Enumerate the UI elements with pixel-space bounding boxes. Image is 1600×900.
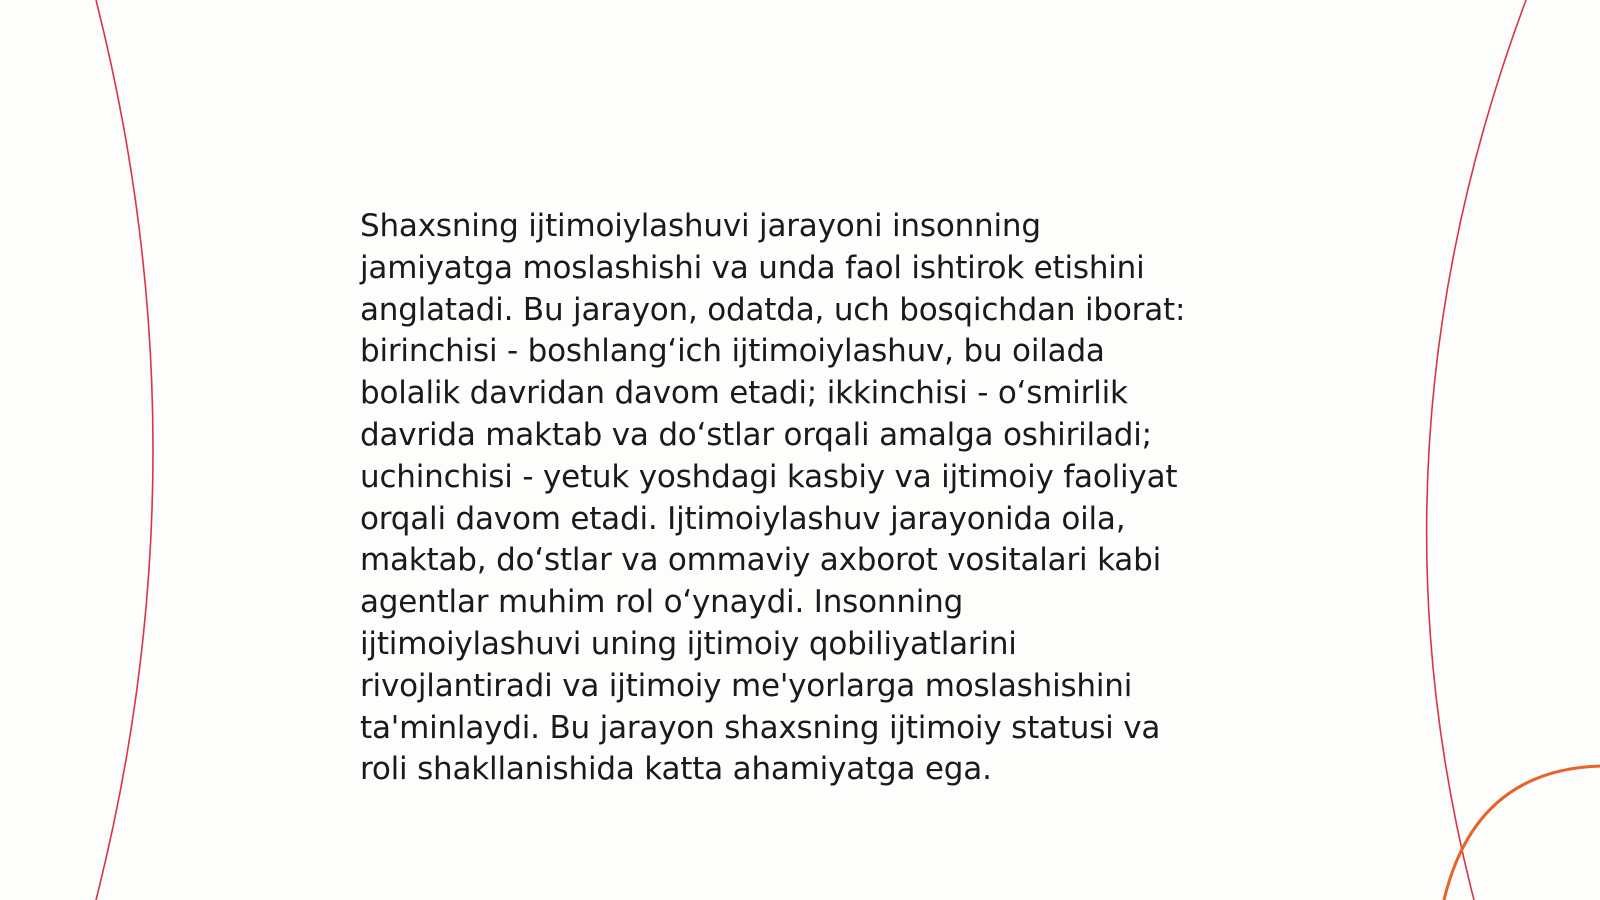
paragraph-line: rivojlantiradi va ijtimoiy me'yorlarga moslashishini	[360, 667, 1133, 704]
right-arc-decoration-icon	[1427, 0, 1526, 900]
paragraph-line: uchinchisi - yetuk yoshdagi kasbiy va ijtimoiy faoliyat	[360, 458, 1178, 495]
paragraph-line: ijtimoiylashuvi uning ijtimoiy qobiliyatlarini	[360, 625, 1017, 662]
paragraph-line: agentlar muhim rol o‘ynaydi. Insonning	[360, 584, 964, 621]
paragraph-line: davrida maktab va do‘stlar orqali amalga oshiriladi;	[360, 416, 1152, 453]
left-arc-decoration-icon	[96, 0, 153, 900]
paragraph-line: anglatadi. Bu jarayon, odatda, uch bosqichdan iborat:	[360, 291, 1186, 328]
paragraph-line: birinchisi - boshlang‘ich ijtimoiylashuv, bu oilada	[360, 333, 1105, 370]
paragraph-line: jamiyatga moslashishi va unda faol ishtirok etishini	[360, 249, 1145, 286]
paragraph-line: orqali davom etadi. Ijtimoiylashuv jarayonida oila,	[360, 500, 1126, 537]
paragraph-line: maktab, do‘stlar va ommaviy axborot vositalari kabi	[360, 542, 1161, 579]
paragraph-line: ta'minlaydi. Bu jarayon shaxsning ijtimoiy statusi va	[360, 709, 1161, 746]
paragraph-line: roli shakllanishida katta ahamiyatga ega.	[360, 751, 992, 788]
paragraph-line: bolalik davridan davom etadi; ikkinchisi - o‘smirlik	[360, 375, 1128, 412]
paragraph-line: Shaxsning ijtimoiylashuvi jarayoni insonning	[360, 208, 1041, 244]
body-paragraph	[360, 206, 1240, 791]
orange-corner-arc-decoration-icon	[1444, 766, 1600, 900]
